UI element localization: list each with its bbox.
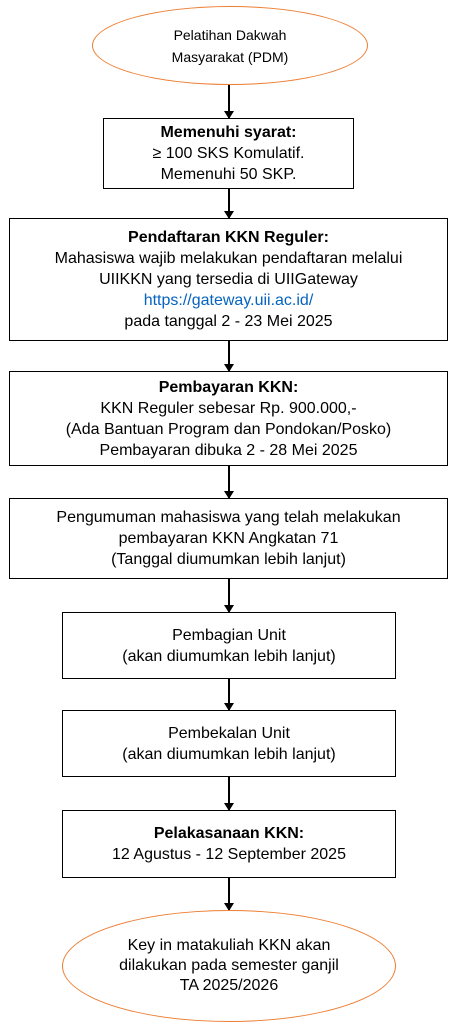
step-registration-line-3: pada tanggal 2 - 23 Mei 2025 <box>124 313 333 330</box>
arrow-1 <box>228 85 230 118</box>
step-registration-title: Pendaftaran KKN Reguler: <box>128 229 329 246</box>
step-requirements-title: Memenuhi syarat: <box>160 124 297 141</box>
step-unit-division-line-2: (akan diumumkan lebih lanjut) <box>122 647 336 665</box>
step-payment <box>9 371 448 466</box>
start-node-line-1: Pelatihan Dakwah <box>173 26 287 43</box>
step-requirements <box>103 118 354 189</box>
start-node-line-2: Masyarakat (PDM) <box>171 48 289 65</box>
end-node-line-1: Key in matakuliah KKN akan <box>127 937 331 954</box>
step-requirements-line-1: ≥ 100 SKS Komulatif. <box>152 145 305 162</box>
arrow-8 <box>228 878 230 910</box>
step-unit-briefing <box>62 710 396 777</box>
step-unit-briefing-line-2: (akan diumumkan lebih lanjut) <box>122 745 336 763</box>
end-node-line-3: TA 2025/2026 <box>179 977 279 994</box>
arrow-2 <box>228 189 230 218</box>
step-announcement-line-2: pembayaran KKN Angkatan 71 <box>118 530 339 547</box>
step-registration-line-1: Mahasiswa wajib melakukan pendaftaran melalui <box>54 250 403 267</box>
step-unit-division-line-1: Pembagian Unit <box>172 626 286 644</box>
arrow-3 <box>228 341 230 371</box>
step-implementation-line-1: 12 Agustus - 12 September 2025 <box>112 846 346 863</box>
step-announcement-line-3: (Tanggal diumumkan lebih lanjut) <box>111 551 346 568</box>
step-registration-line-2: UIIKKN yang tersedia di UIIGateway <box>99 271 358 288</box>
step-payment-line-1: KKN Reguler sebesar Rp. 900.000,- <box>100 399 357 417</box>
step-announcement <box>9 498 448 579</box>
arrow-5 <box>228 579 230 612</box>
step-payment-line-2: (Ada Bantuan Program dan Pondokan/Posko) <box>65 420 392 438</box>
gateway-link[interactable]: https://gateway.uii.ac.id/ <box>143 292 314 309</box>
step-unit-briefing-line-1: Pembekalan Unit <box>168 724 290 742</box>
step-implementation <box>62 810 396 878</box>
step-unit-division <box>62 612 396 679</box>
step-payment-line-3: Pembayaran dibuka 2 - 28 Mei 2025 <box>99 441 358 459</box>
arrow-7 <box>228 777 230 810</box>
end-node-key-in <box>62 910 396 1022</box>
arrow-6 <box>228 679 230 710</box>
step-payment-title: Pembayaran KKN: <box>158 378 299 396</box>
step-registration <box>9 218 448 341</box>
end-node-line-2: dilakukan pada semester ganjil <box>119 957 339 974</box>
step-announcement-line-1: Pengumuman mahasiswa yang telah melakukan <box>56 509 401 526</box>
step-requirements-line-2: Memenuhi 50 SKP. <box>160 166 297 183</box>
start-node-pdm <box>92 6 368 85</box>
arrow-4 <box>228 466 230 498</box>
step-implementation-title: Pelakasanaan KKN: <box>153 825 305 842</box>
